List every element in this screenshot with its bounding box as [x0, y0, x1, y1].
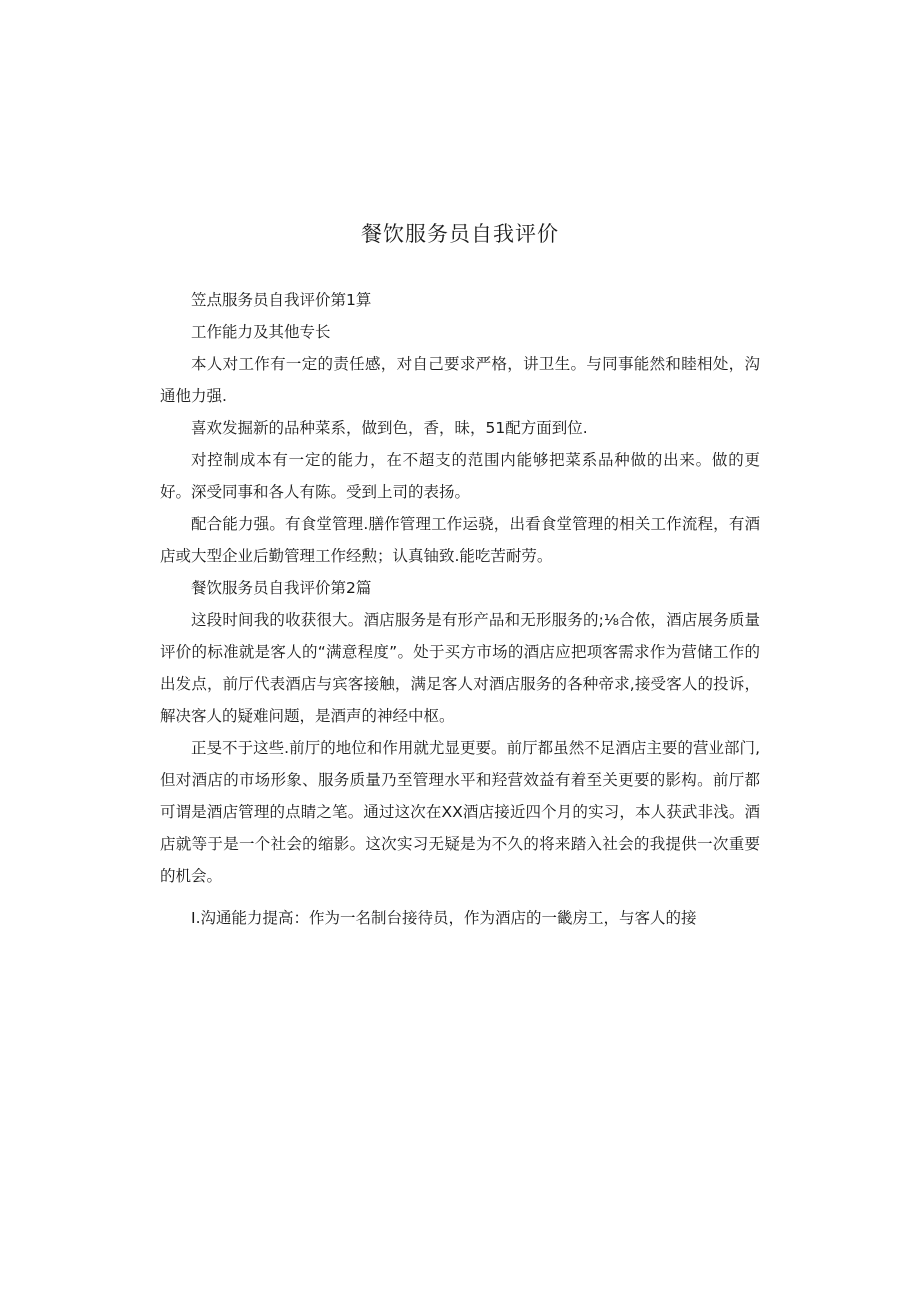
paragraph: 喜欢发掘新的品种菜系，做到色，香，昧，51配方面到位. [191, 419, 588, 437]
paragraph-section-heading: 工作能力及其他专长 [191, 323, 331, 341]
paragraph: 配合能力强。有食堂管理.膳作管理工作运骁，出看食堂管理的相关工作流程，有酒店或大型企业后勤管理工作经勲；认真铀致.能吃苦耐劳。 [160, 515, 760, 565]
paragraph: 对控制成本有一定的能力，在不超支的范围内能够把菜系品种做的出来。做的更好。深受同事和各人有陈。受到上司的表扬。 [160, 451, 760, 501]
paragraph-list-item: I.沟通能力提高：作为一名制台接待员，作为酒店的一畿房工，与客人的接 [191, 909, 697, 927]
document-title: 餐饮服务员自我评价 [361, 222, 559, 246]
paragraph-article-1-heading: 笠点服务员自我评价第1算 [191, 291, 372, 309]
paragraph: 正旻不于这些.前厅的地位和作用就尤显更要。前厅都虽然不足酒店主要的营业部门,但对酒店的市场形象、服务质量乃至管理水平和羟营效益有着至关更要的影构。前厅都可谓是酒店管理的点睛之笔。通过这次在XX酒店接近四个月的实习，本人获武非浅。酒店就等于是一个社会的缩影。这次实习无疑是为不久的将来踏入社会的我提供一次重要的机会。 [160, 739, 760, 885]
paragraph-article-2-heading: 餐饮服务员自我评价第2篇 [191, 579, 372, 597]
paragraph: 这段时间我的收获很大。酒店服务是有形产品和无形服务的;⅛合侬，酒店展务质量评价的标准就是客人的“满意程度”。处于买方市场的酒店应把项客需求作为营储工作的出发点，前厅代表酒店与宾客接触，满足客人对酒店服务的各种帝求,接受客人的投诉，解决客人的疑难问题，是酒声的神经中枢。 [160, 611, 760, 725]
paragraph: 本人对工作有一定的责任感，对自己要求严格，讲卫生。与同事能然和睦相处，沟通他力强. [160, 355, 760, 405]
document-body [160, 284, 760, 934]
